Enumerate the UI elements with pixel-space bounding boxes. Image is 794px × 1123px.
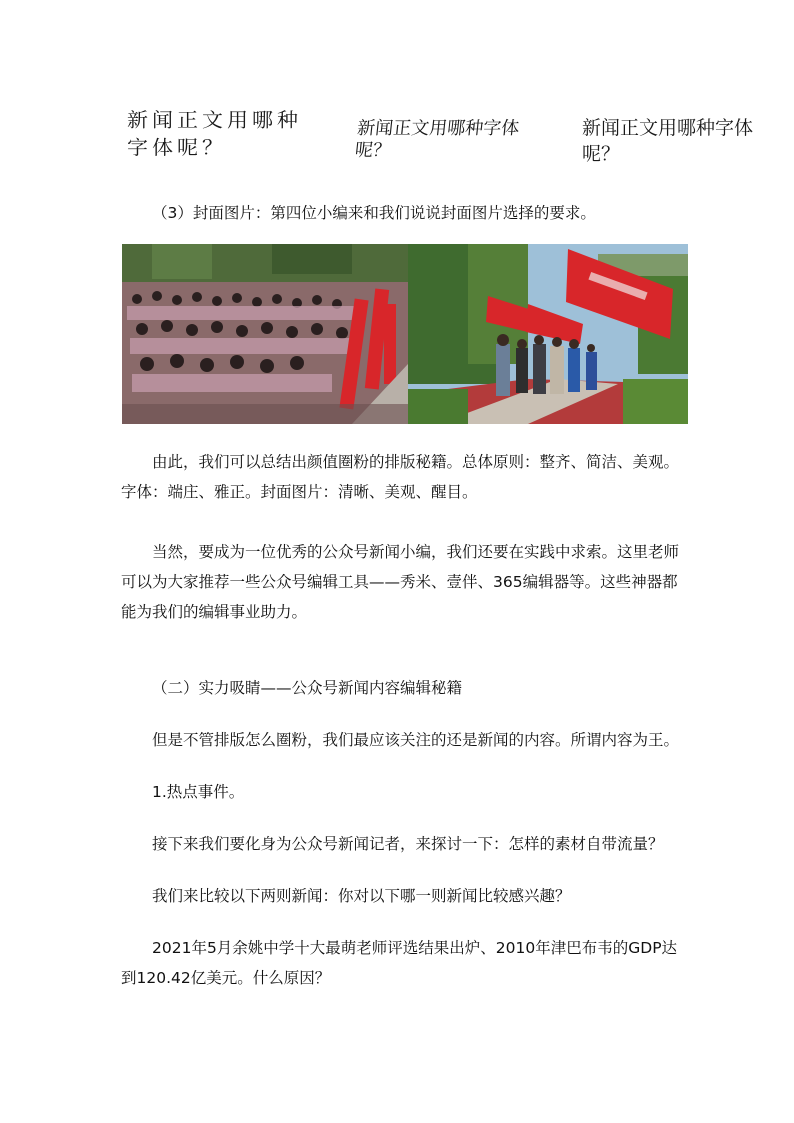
paragraph-news-example: 2021年5月余姚中学十大最萌老师评选结果出炉、2010年津巴布韦的GDP达到120.42亿美元。什么原因？ bbox=[121, 939, 678, 987]
paragraph-tools: 当然，要成为一位优秀的公众号新闻小编，我们还要在实践中求索。这里老师可以为大家推荐一些公众号编辑工具——秀米、壹伴、365编辑器等。这些神器都能为我们的编辑事业助力。 bbox=[121, 543, 680, 621]
section-heading: （二）实力吸睛——公众号新闻内容编辑秘籍 bbox=[152, 679, 463, 697]
font-sample-strip bbox=[121, 104, 769, 174]
font-sample-1: 新闻正文用哪种字体呢？ bbox=[127, 109, 302, 159]
crowd-photo bbox=[122, 244, 408, 424]
cover-photos bbox=[122, 244, 688, 424]
font-sample-2: 新闻正文用哪种字体呢？ bbox=[353, 118, 521, 161]
paragraph-summary: 由此，我们可以总结出颜值圈粉的排版秘籍。总体原则：整齐、简洁、美观。字体：端庄、雅正。封面图片：清晰、美观、醒目。 bbox=[121, 453, 680, 501]
paragraph-cover-image: （3）封面图片：第四位小编来和我们说说封面图片选择的要求。 bbox=[152, 204, 596, 222]
paragraph-reporter: 接下来我们要化身为公众号新闻记者，来探讨一下：怎样的素材自带流量？ bbox=[152, 835, 664, 853]
paragraph-content-king: 但是不管排版怎么圈粉，我们最应该关注的还是新闻的内容。所谓内容为王。 bbox=[152, 731, 680, 749]
paragraph-hot-events: 1.热点事件。 bbox=[152, 783, 245, 801]
paragraph-compare: 我们来比较以下两则新闻：你对以下哪一则新闻比较感兴趣？ bbox=[152, 887, 571, 905]
font-sample-3: 新闻正文用哪种字体呢？ bbox=[582, 118, 754, 165]
march-photo bbox=[408, 244, 688, 424]
